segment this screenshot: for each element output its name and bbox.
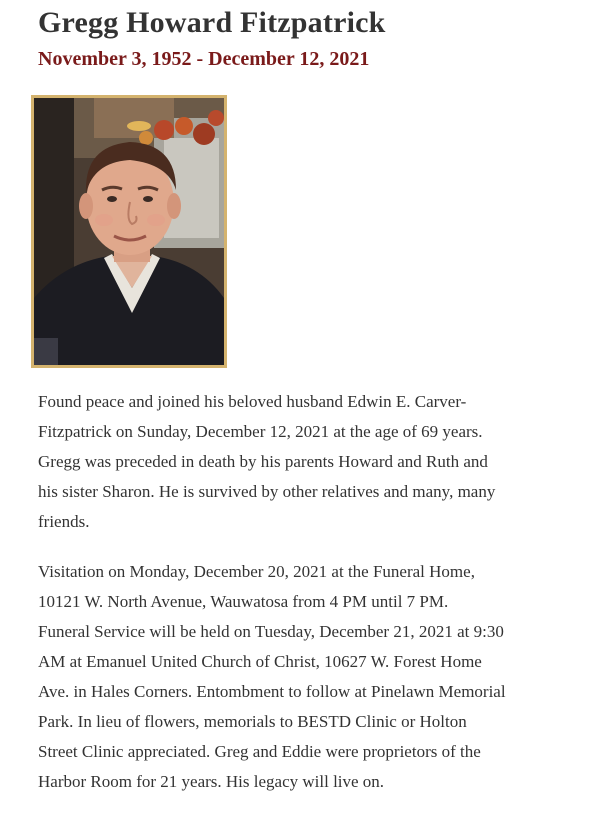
obituary-paragraph-1	[38, 387, 578, 537]
text-line: Street Clinic appreciated. Greg and Eddie were proprietors of the	[38, 742, 481, 761]
text-line: friends.	[38, 512, 90, 531]
text-line: Fitzpatrick on Sunday, December 12, 2021 at the age of 69 years.	[38, 422, 483, 441]
life-dates: November 3, 1952 - December 12, 2021	[38, 48, 370, 70]
text-line: Harbor Room for 21 years. His legacy will live on.	[38, 772, 385, 791]
text-line: Visitation on Monday, December 20, 2021 at the Funeral Home,	[38, 562, 475, 581]
text-line: 10121 W. North Avenue, Wauwatosa from 4 PM until 7 PM.	[38, 592, 449, 611]
text-line: Park. In lieu of flowers, memorials to BESTD Clinic or Holton	[38, 712, 467, 731]
text-line: Funeral Service will be held on Tuesday, December 21, 2021 at 9:30	[38, 622, 504, 641]
text-line: Found peace and joined his beloved husband Edwin E. Carver-	[38, 392, 467, 411]
deceased-name: Gregg Howard Fitzpatrick	[38, 6, 386, 39]
portrait-illustration	[34, 98, 224, 365]
obituary-paragraph-2	[38, 557, 578, 797]
portrait-photo	[31, 95, 227, 368]
text-line: Gregg was preceded in death by his parents Howard and Ruth and	[38, 452, 488, 471]
text-line: his sister Sharon. He is survived by other relatives and many, many	[38, 482, 496, 501]
text-line: Ave. in Hales Corners. Entombment to follow at Pinelawn Memorial	[38, 682, 506, 701]
text-line: AM at Emanuel United Church of Christ, 10627 W. Forest Home	[38, 652, 482, 671]
